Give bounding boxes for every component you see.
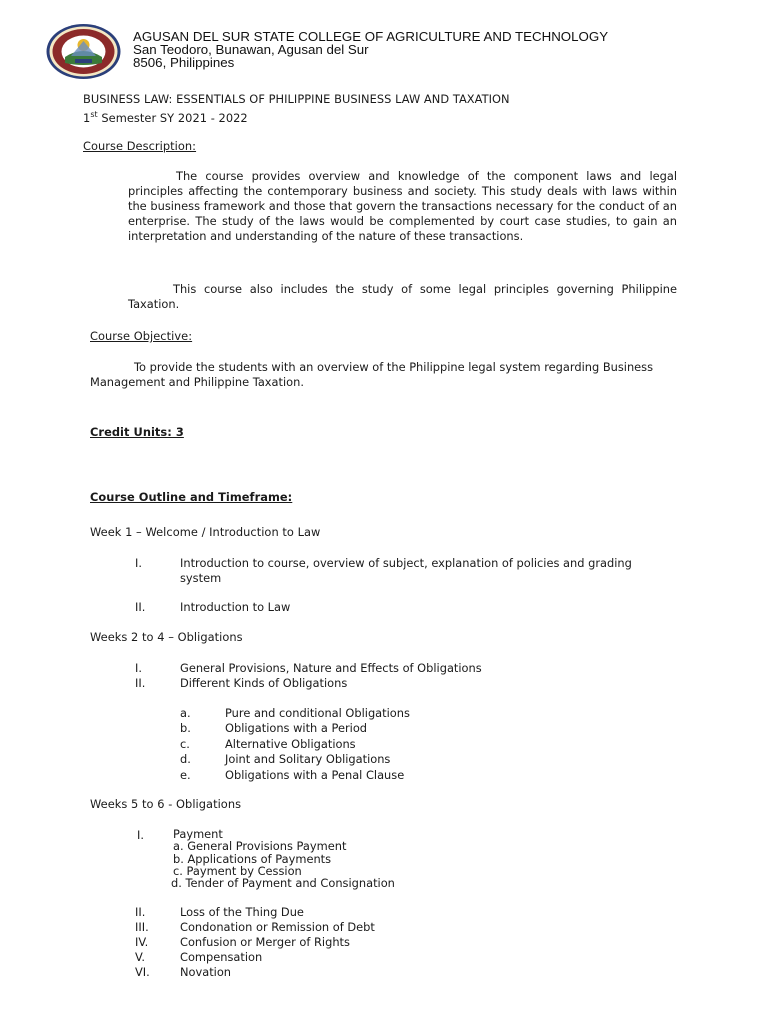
week2-title: Weeks 2 to 4 – Obligations <box>90 630 243 644</box>
objective-text: To provide the students with an overview of the Philippine legal system regarding Business Management and Philippine Taxation. <box>90 360 654 389</box>
week5-item-4-num: IV. <box>135 935 149 949</box>
week2-sub-a-num: a. <box>180 706 191 720</box>
week1-item-1-num: I. <box>135 556 142 570</box>
week1-item-1-text: Introduction to course, overview of subject, explanation of policies and grading system <box>180 556 632 585</box>
week2-sub-e-num: e. <box>180 768 191 782</box>
week5-item-3-num: III. <box>135 920 149 934</box>
college-seal-icon <box>45 23 122 80</box>
description-paragraph-1: The course provides overview and knowledge of the component laws and legal principles affecting the contemporary business and society. This study deals with laws within the business framework and those that govern the transactions necessary for the conduct of an enterprise. The study of the laws would be complemented by court case studies, to gain an interpretation and understanding of the nature of these transactions. <box>128 169 677 243</box>
week5-item-5-num: V. <box>135 950 145 964</box>
week5-payment-num: I. <box>137 828 144 842</box>
course-title: BUSINESS LAW: ESSENTIALS OF PHILIPPINE BUSINESS LAW AND TAXATION <box>83 92 510 106</box>
address-line2: 8506, Philippines <box>133 55 235 70</box>
week2-sub-d-text: Joint and Solitary Obligations <box>225 752 391 766</box>
week2-sub-d-num: d. <box>180 752 191 766</box>
week5-payment-sub-d: d. Tender of Payment and Consignation <box>171 876 395 890</box>
institution-name: AGUSAN DEL SUR STATE COLLEGE OF AGRICULTURE AND TECHNOLOGY <box>133 29 609 44</box>
week5-payment-sub-c: c. Payment by Cession <box>173 864 302 878</box>
semester-ordinal: st <box>90 110 98 119</box>
week5-item-2-num: II. <box>135 905 146 919</box>
week2-sub-c-text: Alternative Obligations <box>225 737 356 751</box>
semester-text: Semester SY 2021 - 2022 <box>97 110 248 125</box>
credit-units: Credit Units: 3 <box>90 425 184 439</box>
week2-sub-a-text: Pure and conditional Obligations <box>225 706 410 720</box>
week2-item-1-num: I. <box>135 661 142 675</box>
course-objective-heading: Course Objective: <box>90 329 193 343</box>
course-outline-heading: Course Outline and Timeframe: <box>90 490 293 504</box>
week5-item-5-text: Compensation <box>180 950 263 964</box>
address-line1: San Teodoro, Bunawan, Agusan del Sur <box>133 42 369 57</box>
week2-item-1-text: General Provisions, Nature and Effects of Obligations <box>180 661 482 675</box>
semester-line <box>83 107 248 126</box>
week1-item-2-num: II. <box>135 600 146 614</box>
week5-item-2-text: Loss of the Thing Due <box>180 905 304 919</box>
course-description-heading: Course Description: <box>83 139 197 153</box>
week5-title: Weeks 5 to 6 - Obligations <box>90 797 242 811</box>
week5-payment-sub-b: b. Applications of Payments <box>173 852 332 866</box>
week5-item-4-text: Confusion or Merger of Rights <box>180 935 350 949</box>
week2-sub-b-num: b. <box>180 721 191 735</box>
semester-number: 1 <box>83 110 91 125</box>
week2-item-2-text: Different Kinds of Obligations <box>180 676 348 690</box>
week1-title: Week 1 – Welcome / Introduction to Law <box>90 525 321 539</box>
description-paragraph-2: This course also includes the study of some legal principles governing Philippine Taxation. <box>128 282 677 311</box>
week2-sub-e-text: Obligations with a Penal Clause <box>225 768 405 782</box>
week1-item-2-text: Introduction to Law <box>180 600 291 614</box>
week5-item-3-text: Condonation or Remission of Debt <box>180 920 375 934</box>
week2-sub-c-num: c. <box>180 737 190 751</box>
week2-sub-b-text: Obligations with a Period <box>225 721 368 735</box>
week5-payment-sub-a: a. General Provisions Payment <box>173 839 347 853</box>
week5-item-6-text: Novation <box>180 965 232 979</box>
week5-item-6-num: VI. <box>135 965 150 979</box>
week2-item-2-num: II. <box>135 676 146 690</box>
week5-payment-label: Payment <box>173 827 223 841</box>
